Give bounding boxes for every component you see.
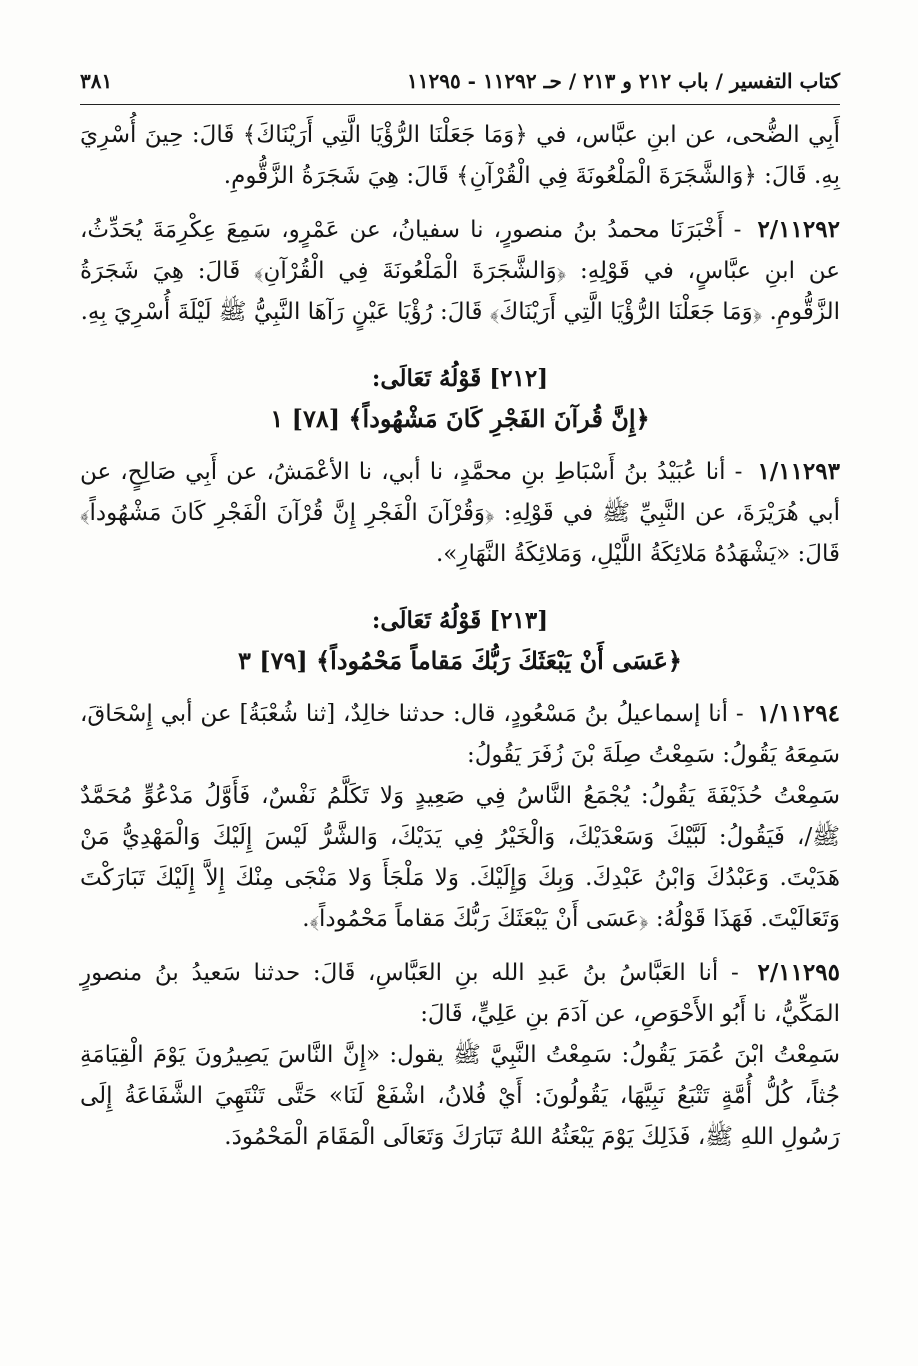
hadith-11295: ٢/١١٢٩٥ - أنا العَبَّاسُ بنُ عَبدِ الله بنِ العَبَّاسِ، قَالَ: حدثنا سَعيدُ بنُ منصورٍ المَكِّيُّ، نا أَبُو الأَحْوَصِ، عن آدَمَ بنِ عَلِيٍّ، قَالَ: xyxy=(80,959,840,1027)
hadith-number: ٢/١١٢٩٥ xyxy=(757,959,840,986)
hadith-number: ١/١١٢٩٣ xyxy=(757,458,840,485)
hadith-11292: ٢/١١٢٩٢ - أَخْبَرَنَا محمدُ بنُ منصورٍ، نا سفيانُ، عن عَمْرٍو، سَمِعَ عِكْرِمَةَ يُحَدِّثُ، عن ابنِ عبَّاسٍ، في قَوْلِهِ: ﴿وَالشَّجَرَةَ الْمَلْعُونَةَ فِي الْقُرْآنِ﴾ قَالَ: هِيَ شَجَرَةُ الزَّقُّومِ. ﴿وَمَا جَعَلْنَا الرُّؤْيَا الَّتِي أَرَيْنَاكَ﴾ قَالَ: رُؤْيَا عَيْنٍ رَآهَا النَّبِيُّ ﷺ لَيْلَةَ أُسْرِيَ بِهِ. xyxy=(80,216,840,325)
hadith-number: ١/١١٢٩٤ xyxy=(757,700,840,727)
hadith-11294: ١/١١٢٩٤ - أنا إسماعيلُ بنُ مَسْعُودٍ، قال: حدثنا خالِدٌ، [ثنا شُعْبَةُ] عن أبي إِسْحَاقَ، سَمِعَهُ يَقُولُ: سَمِعْتُ صِلَةَ بْنَ زُفَرَ يَقُولُ: xyxy=(80,700,840,768)
paragraph-continuation xyxy=(80,115,840,197)
hadith-continuation-text: سَمِعْتُ حُذَيْفَةَ يَقُولُ: يُجْمَعُ النَّاسُ فِي صَعِيدٍ وَلا تَكَلَّمُ نَفْسٌ، فَأَوَّلُ مَدْعُوٍّ مُحَمَّدٌ ﷺ/، فَيَقُولُ: لَبَّيْكَ وَسَعْدَيْكَ، وَالْخَيْرُ فِي يَدَيْكَ، وَالشَّرُّ لَيْسَ إِلَيْكَ وَالْمَهْدِيُّ مَنْ هَدَيْتَ. وَعَبْدُكَ وَابْنُ عَبْدِكَ. وَبِكَ وَإِلَيْكَ. وَلا مَلْجَأَ وَلا مَنْجَى مِنْكَ إِلاَّ إِلَيْكَ تَبَارَكْتَ وَتَعَالَيْتَ. فَهَذَا قَوْلُهُ: ﴿عَسَى أَنْ يَبْعَثَكَ رَبُّكَ مَقاماً مَحْمُوداً﴾. xyxy=(80,783,840,932)
section-212 xyxy=(80,359,840,439)
hadith-continuation-text: سَمِعْتُ ابْنَ عُمَرَ يَقُولُ: سَمِعْتُ النَّبِيَّ ﷺ يقول: «إِنَّ النَّاسَ يَصِيرُونَ يَوْمَ الْقِيَامَةِ جُثاً، كُلُّ أُمَّةٍ تَتْبَعُ نَبِيَّهَا، يَقُولُونَ: أَيْ فُلانُ، اشْفَعْ لَنَا» حَتَّى تَنْتَهِيَ الشَّفَاعَةُ إِلَى رَسُولِ اللهِ ﷺ، فَذَلِكَ يَوْمَ يَبْعَثُهُ اللهُ تَبَارَكَ وَتَعَالَى الْمَقَامَ الْمَحْمُودَ. xyxy=(80,1042,840,1150)
header-title: كتاب التفسير / باب ٢١٢ و ٢١٣ / حـ ١١٢٩٢ - ١١٢٩٥ xyxy=(407,69,840,93)
section-213 xyxy=(80,601,840,681)
hadith-11294-continuation xyxy=(80,776,840,940)
section-verse-213: ﴿عَسَى أَنْ يَبْعَثَكَ رَبُّكَ مَقاماً مَحْمُوداً﴾ [٧٩] ٣ xyxy=(238,646,682,675)
paragraph-text: أَبِي الضُّحى، عن ابنِ عبَّاس، في ﴿وَمَا جَعَلْنَا الرُّؤْيَا الَّتِي أَرَيْنَاكَ﴾ قَالَ: حِينَ أُسْرِيَ بِهِ. قَالَ: ﴿وَالشَّجَرَةَ الْمَلْعُونَةَ فِي الْقُرْآنِ﴾ قَالَ: هِيَ شَجَرَةُ الزَّقُّومِ. xyxy=(80,122,840,189)
hadith-11295-continuation xyxy=(80,1035,840,1158)
hadith-11293: ١/١١٢٩٣ - أنا عُبَيْدُ بنُ أَسْبَاطِ بنِ محمَّدٍ، نا أبي، نا الأعْمَشُ، عن أَبِي صَالِحٍ، عن أبي هُرَيْرَةَ، عن النَّبِيِّ ﷺ في قَوْلِهِ: ﴿وَقُرْآنَ الْفَجْرِ إِنَّ قُرْآنَ الْفَجْرِ كَانَ مَشْهُوداً﴾ قَالَ: «يَشْهَدُهُ مَلائِكَةُ اللَّيْلِ، وَمَلائِكَةُ النَّهَارِ». xyxy=(80,458,840,567)
hadith-text: أنا عُبَيْدُ بنُ أَسْبَاطِ بنِ محمَّدٍ، نا أبي، نا الأعْمَشُ، عن أَبِي صَالِحٍ، عن أبي هُرَيْرَةَ، عن النَّبِيِّ ﷺ في قَوْلِهِ: ﴿وَقُرْآنَ الْفَجْرِ إِنَّ قُرْآنَ الْفَجْرِ كَانَ مَشْهُوداً﴾ قَالَ: «يَشْهَدُهُ مَلائِكَةُ اللَّيْلِ، وَمَلائِكَةُ النَّهَارِ». xyxy=(80,459,840,567)
page-number: ٣٨١ xyxy=(80,69,113,93)
section-verse-212: ﴿إِنَّ قُرآنَ الفَجْرِ كَانَ مَشْهُوداً﴾ [٧٨] ١ xyxy=(270,404,650,433)
hadith-text: أَخْبَرَنَا محمدُ بنُ منصورٍ، نا سفيانُ، عن عَمْرٍو، سَمِعَ عِكْرِمَةَ يُحَدِّثُ، عن ابنِ عبَّاسٍ، في قَوْلِهِ: ﴿وَالشَّجَرَةَ الْمَلْعُونَةَ فِي الْقُرْآنِ﴾ قَالَ: هِيَ شَجَرَةُ الزَّقُّومِ. ﴿وَمَا جَعَلْنَا الرُّؤْيَا الَّتِي أَرَيْنَاكَ﴾ قَالَ: رُؤْيَا عَيْنٍ رَآهَا النَّبِيُّ ﷺ لَيْلَةَ أُسْرِيَ بِهِ. xyxy=(80,217,840,325)
section-heading-212: [٢١٢] قَوْلُهُ تَعَالَى: xyxy=(371,365,549,392)
hadith-number: ٢/١١٢٩٢ xyxy=(757,216,840,243)
running-header xyxy=(80,58,840,105)
hadith-text: أنا العَبَّاسُ بنُ عَبدِ الله بنِ العَبَّاسِ، قَالَ: حدثنا سَعيدُ بنُ منصورٍ المَكِّيُّ، نا أَبُو الأَحْوَصِ، عن آدَمَ بنِ عَلِيٍّ، قَالَ: xyxy=(80,960,840,1027)
section-heading-213: [٢١٣] قَوْلُهُ تَعَالَى: xyxy=(371,607,549,634)
hadith-text: أنا إسماعيلُ بنُ مَسْعُودٍ، قال: حدثنا خالِدٌ، [ثنا شُعْبَةُ] عن أبي إِسْحَاقَ، سَمِعَهُ يَقُولُ: سَمِعْتُ صِلَةَ بْنَ زُفَرَ يَقُولُ: xyxy=(80,701,840,768)
